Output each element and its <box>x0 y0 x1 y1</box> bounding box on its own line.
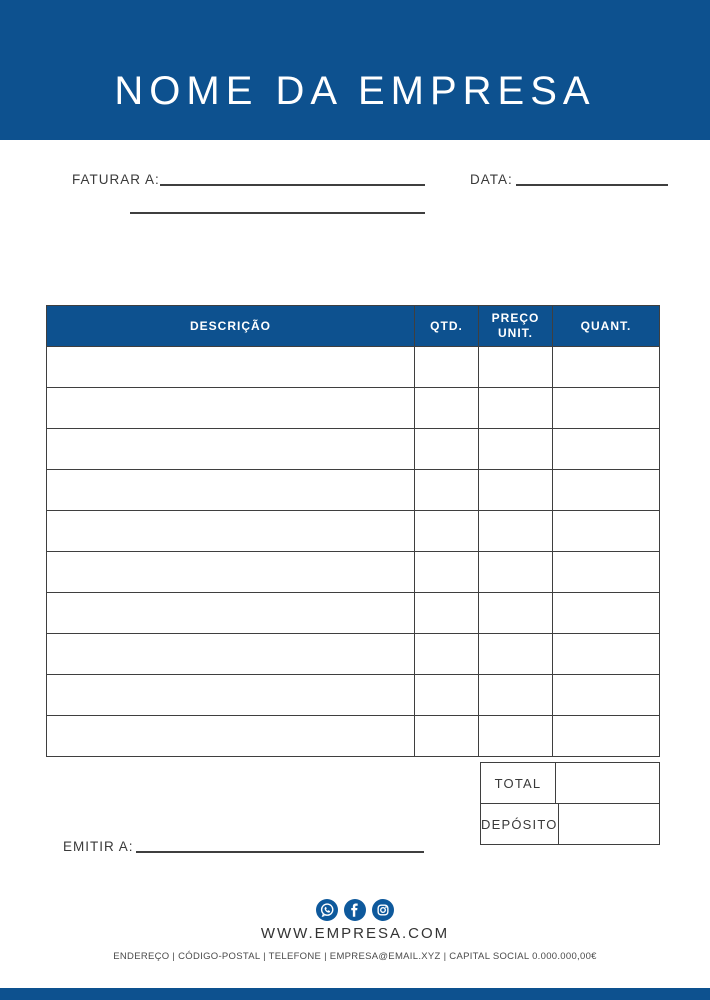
table-cell[interactable] <box>47 593 414 633</box>
table-body <box>47 346 659 756</box>
table-cell[interactable] <box>414 552 478 592</box>
table-cell[interactable] <box>414 388 478 428</box>
table-cell[interactable] <box>47 511 414 551</box>
footer-info: ENDEREÇO | CÓDIGO-POSTAL | TELEFONE | EMPRESA@EMAIL.XYZ | CAPITAL SOCIAL 0.000.000,00€ <box>113 951 597 962</box>
website-text: WWW.EMPRESA.COM <box>260 925 450 942</box>
whatsapp-icon[interactable] <box>316 899 338 921</box>
table-cell[interactable] <box>478 347 552 387</box>
table-row <box>47 387 659 428</box>
table-cell[interactable] <box>414 470 478 510</box>
total-value-cell[interactable] <box>555 763 659 803</box>
table-cell[interactable] <box>47 675 414 715</box>
table-cell[interactable] <box>478 593 552 633</box>
table-cell[interactable] <box>47 552 414 592</box>
table-cell[interactable] <box>47 470 414 510</box>
table-row <box>47 633 659 674</box>
deposit-label: DEPÓSITO <box>481 816 558 832</box>
footer-band <box>0 988 710 1000</box>
table-cell[interactable] <box>552 552 659 592</box>
table-cell[interactable] <box>414 429 478 469</box>
col-header-unit-price: PREÇO UNIT. <box>478 306 552 346</box>
table-cell[interactable] <box>47 634 414 674</box>
deposit-row <box>481 803 659 844</box>
table-cell[interactable] <box>478 634 552 674</box>
table-cell[interactable] <box>478 470 552 510</box>
table-cell[interactable] <box>414 347 478 387</box>
col-header-qty: QTD. <box>414 306 478 346</box>
table-cell[interactable] <box>414 675 478 715</box>
table-cell[interactable] <box>478 511 552 551</box>
table-cell[interactable] <box>478 388 552 428</box>
deposit-value-cell[interactable] <box>558 804 659 844</box>
table-cell[interactable] <box>552 429 659 469</box>
table-cell[interactable] <box>478 675 552 715</box>
table-cell[interactable] <box>552 716 659 756</box>
table-cell[interactable] <box>47 429 414 469</box>
table-cell[interactable] <box>552 675 659 715</box>
items-table-header <box>47 306 659 346</box>
issued-to-label: EMITIR A: <box>63 839 134 854</box>
table-row <box>47 428 659 469</box>
table-cell[interactable] <box>478 716 552 756</box>
table-cell[interactable] <box>552 593 659 633</box>
col-header-description: DESCRIÇÃO <box>189 318 271 333</box>
items-table <box>46 305 660 757</box>
social-icons <box>0 899 710 921</box>
table-cell[interactable] <box>414 511 478 551</box>
bill-to-line-1[interactable] <box>160 184 425 186</box>
bill-to-line-2[interactable] <box>130 212 425 214</box>
table-row <box>47 674 659 715</box>
table-row <box>47 592 659 633</box>
facebook-icon[interactable] <box>344 899 366 921</box>
table-row <box>47 469 659 510</box>
table-cell[interactable] <box>552 470 659 510</box>
table-cell[interactable] <box>47 388 414 428</box>
col-header-amount: QUANT. <box>552 306 659 346</box>
table-cell[interactable] <box>478 429 552 469</box>
date-line[interactable] <box>516 184 668 186</box>
issued-to-line[interactable] <box>136 851 424 853</box>
total-row <box>481 763 659 803</box>
instagram-icon[interactable] <box>372 899 394 921</box>
table-cell[interactable] <box>552 347 659 387</box>
table-row <box>47 715 659 756</box>
table-cell[interactable] <box>478 552 552 592</box>
bill-to-label: FATURAR A: <box>72 172 160 187</box>
date-label: DATA: <box>470 172 513 187</box>
total-label: TOTAL <box>494 775 542 791</box>
table-cell[interactable] <box>47 716 414 756</box>
table-row <box>47 510 659 551</box>
table-cell[interactable] <box>552 634 659 674</box>
table-cell[interactable] <box>414 716 478 756</box>
table-cell[interactable] <box>47 347 414 387</box>
table-cell[interactable] <box>414 593 478 633</box>
table-cell[interactable] <box>552 511 659 551</box>
table-row <box>47 551 659 592</box>
table-row <box>47 346 659 387</box>
totals-table <box>480 762 660 845</box>
company-name: NOME DA EMPRESA <box>114 69 596 113</box>
table-cell[interactable] <box>414 634 478 674</box>
table-cell[interactable] <box>552 388 659 428</box>
